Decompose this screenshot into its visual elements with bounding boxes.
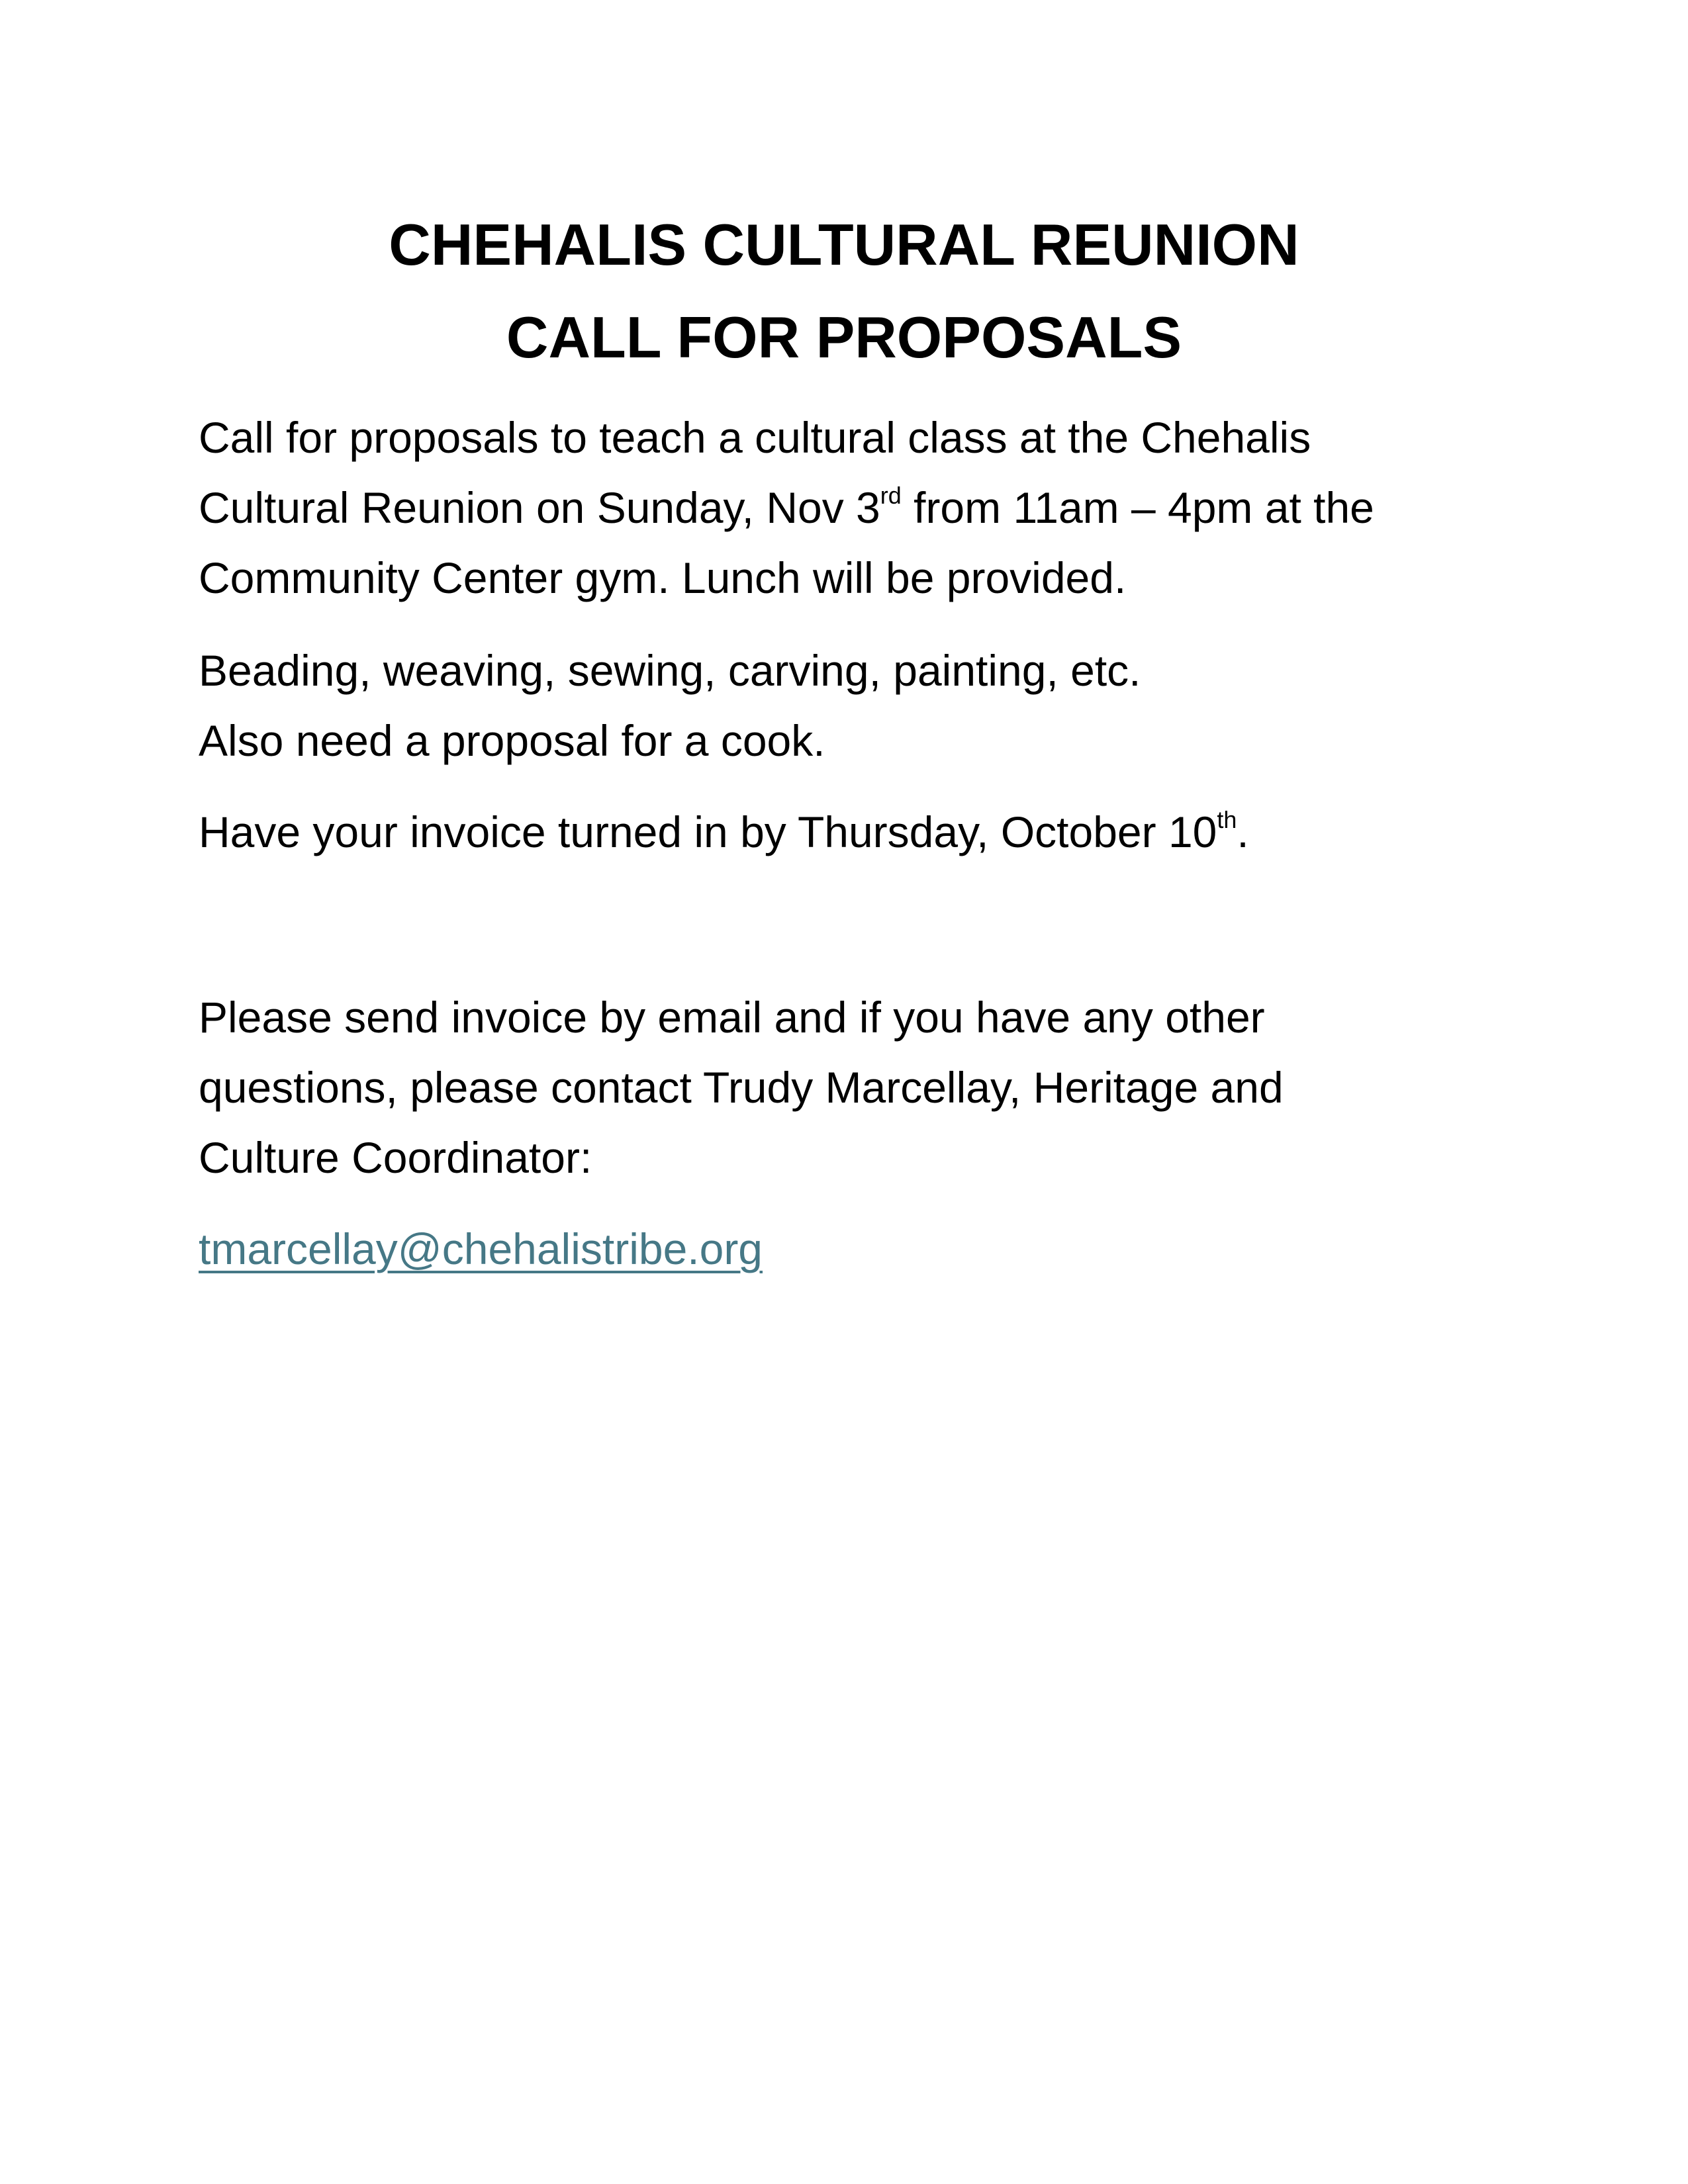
- contact-email-block: [199, 1214, 1523, 1284]
- ordinal-suffix: th: [1217, 806, 1237, 833]
- ordinal-suffix: rd: [880, 482, 902, 509]
- title-line-2: CALL FOR PROPOSALS: [506, 304, 1182, 370]
- deadline-period: .: [1237, 807, 1249, 856]
- paragraph-3-line-1: [199, 797, 1523, 867]
- paragraph-4-line-2: questions, please contact Trudy Marcellay, Heritage and: [199, 1063, 1284, 1112]
- contact-email-link[interactable]: tmarcellay@chehalistribe.org: [199, 1224, 763, 1273]
- paragraph-contact-info: [199, 982, 1523, 1193]
- paragraph-class-types: [199, 635, 1523, 776]
- deadline-text: Have your invoice turned in by Thursday, October 10: [199, 807, 1217, 856]
- paragraph-4-line-3: Culture Coordinator:: [199, 1133, 592, 1182]
- paragraph-2-line-2: Also need a proposal for a cook.: [199, 716, 825, 765]
- paragraph-1-line-1: Call for proposals to teach a cultural class at the Chehalis: [199, 413, 1311, 462]
- date-text: Cultural Reunion on Sunday, Nov 3: [199, 483, 880, 532]
- paragraph-event-details: [199, 402, 1523, 613]
- paragraph-deadline: [199, 797, 1523, 867]
- paragraph-1-line-3: Community Center gym. Lunch will be provided.: [199, 553, 1127, 602]
- paragraph-4-line-1: Please send invoice by email and if you have any other: [199, 993, 1265, 1042]
- title-block: [0, 199, 1688, 384]
- paragraph-2-line-1: Beading, weaving, sewing, carving, painting, etc.: [199, 646, 1141, 695]
- paragraph-1-line-2: [199, 473, 1523, 543]
- time-location-text: from 11am – 4pm at the: [901, 483, 1374, 532]
- title-line-1: CHEHALIS CULTURAL REUNION: [389, 212, 1299, 277]
